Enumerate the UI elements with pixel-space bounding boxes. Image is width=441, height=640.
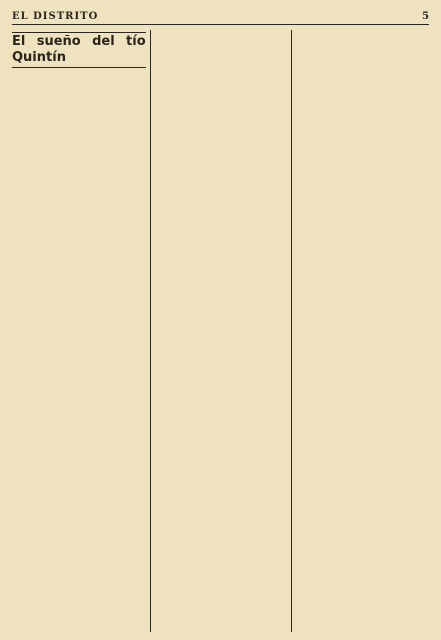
paragraph [299, 70, 429, 77]
column-3 [291, 30, 429, 632]
paragraph [299, 30, 429, 37]
paragraph [12, 80, 146, 87]
paragraph [12, 96, 146, 103]
paragraph [299, 78, 429, 85]
paragraph [12, 112, 146, 119]
paragraph [158, 46, 288, 53]
column-1 [12, 30, 146, 632]
paragraph [299, 54, 429, 61]
masthead [12, 8, 429, 25]
column-2 [150, 30, 288, 632]
paragraph [158, 30, 288, 37]
article-columns [12, 30, 429, 632]
paragraph [158, 78, 288, 85]
paragraph [158, 38, 288, 45]
paragraph [158, 70, 288, 77]
paragraph [158, 54, 288, 61]
paragraph [12, 88, 146, 95]
paragraph [12, 104, 146, 111]
masthead-title: EL DISTRITO [12, 10, 99, 22]
paragraph [299, 38, 429, 45]
paragraph [12, 120, 146, 127]
paragraph [299, 62, 429, 69]
paragraph [12, 72, 146, 79]
page-number: 5 [422, 10, 429, 22]
paragraph [299, 46, 429, 53]
paragraph [158, 62, 288, 69]
article-title: El sueño del tío Quintín [12, 32, 146, 68]
